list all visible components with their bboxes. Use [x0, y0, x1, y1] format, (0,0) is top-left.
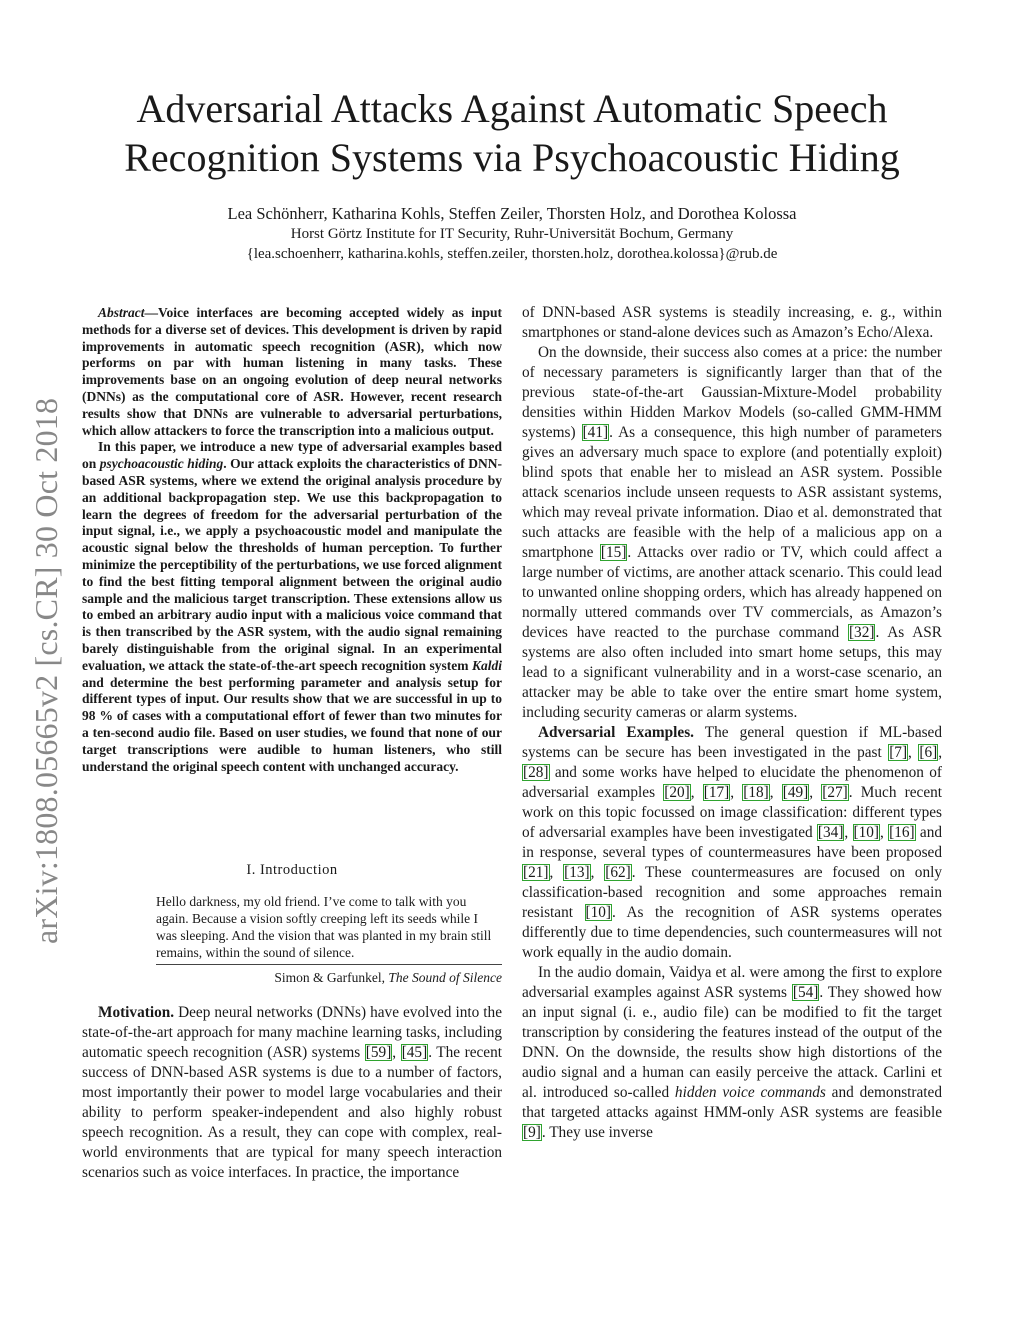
body-text: . Attacks over radio or TV, which could affect a large number of victims, are another attack scenario. This could lead to unwanted online shopping orders, which has already happened on normally uttered commands over TV commercials, as Amazon’s devices have reacted to the purchase command: [522, 544, 942, 641]
body-term: hidden voice commands: [674, 1084, 826, 1101]
citation-link[interactable]: [32]: [848, 624, 875, 641]
abstract-text: In this paper, we introduce a new type of adversarial examples based on: [82, 439, 502, 472]
body-text: and demonstrated that targeted attacks against HMM-only ASR systems are feasible: [522, 1084, 942, 1121]
citation-link[interactable]: [34]: [817, 824, 844, 841]
author-list: Lea Schönherr, Katharina Kohls, Steffen Zeiler, Thorsten Holz, and Dorothea Kolossa: [227, 204, 797, 223]
citation-link[interactable]: [21]: [523, 864, 549, 881]
citation-link[interactable]: [54]: [792, 984, 819, 1001]
title-line-2: Recognition Systems via Psychoacoustic Hiding: [124, 135, 900, 180]
author-emails: {lea.schoenherr, katharina.kohls, steffen.zeiler, thorsten.holz, dorothea.kolossa}@rub.de: [246, 246, 778, 262]
abstract-paragraph-2: [82, 439, 502, 775]
body-text: and some works have helped to elucidate the phenomenon of adversarial examples: [522, 764, 942, 801]
citation-link[interactable]: [10]: [585, 904, 611, 921]
citation-link[interactable]: [45]: [401, 1044, 428, 1061]
citation-link[interactable]: [17]: [703, 784, 730, 801]
abstract-text: and determine the best performing parameter and analysis setup for different types of input. Our results show that we are successful in up to 98 % of cases with a computational effort of fewer than two minutes for a ten-second audio file. Based on user studies, we found that none of our target transcriptions were audible to human listeners, who still understand the original speech content with unchanged accuracy.: [82, 674, 502, 774]
citation-link[interactable]: [41]: [582, 424, 609, 441]
epigraph-work: The Sound of Silence: [388, 970, 502, 985]
body-text: ,: [809, 784, 822, 801]
abstract-text: . Our attack exploits the characteristics of DNN-based ASR systems, where we extend the original analysis procedure by an additional backpropagation step. We use this backpropagation to learn the degrees of freedom for the adversarial perturbation of the input signal, i.e., we apply a psychoacoustic model and manipulate the acoustic signal below the thresholds of human perception. To further minimize the perceptibility of the perturbations, we use forced alignment to find the best fitting temporal alignment between the original audio sample and the malicious target transcription. These extensions allow us to embed an arbitrary audio input with a malicious voice command that is then transcribed by the ASR system, with the audio signal remaining barely distinguishable from the original signal. In an experimental evaluation, we attack the state-of-the-art speech recognition system: [82, 456, 502, 673]
body-text: ,: [730, 784, 743, 801]
abstract-text: —Voice interfaces are becoming accepted widely as input methods for a diverse set of devices. This development is driven by rapid improvements in automatic speech recognition (ASR), which now performs on par with human listening in many tasks. These improvements base on an ongoing evolution of deep neural networks (DNNs) as the computational core of ASR. However, recent research results show that DNNs are vulnerable to adversarial perturbations, which allow attackers to force the transcription into a malicious output.: [82, 305, 502, 438]
body-text: ,: [938, 744, 943, 761]
citation-link[interactable]: [9]: [523, 1124, 541, 1141]
body-text: ,: [549, 864, 564, 881]
affiliation: Horst Görtz Institute for IT Security, Ruhr-Universität Bochum, Germany: [290, 226, 734, 242]
body-text: . These countermeasures are focused on only classification-based recognition and some approaches remain resistant: [522, 864, 942, 921]
body-text: ,: [908, 744, 919, 761]
epigraph-quote: Hello darkness, my old friend. I’ve come to talk with you again. Because a vision softly creeping left its seeds while I was sleeping. And the vision that was planted in my brain still remains, within the sound of silence.: [156, 894, 492, 960]
body-text: and in response, several types of countermeasures have been proposed: [522, 824, 943, 861]
body-paragraph: [522, 723, 942, 963]
body-text: . They use inverse: [541, 1124, 653, 1141]
citation-link[interactable]: [10]: [853, 824, 880, 841]
citation-link[interactable]: [13]: [564, 864, 590, 881]
citation-link[interactable]: [27]: [822, 784, 848, 801]
abstract-label: Abstract: [98, 305, 145, 320]
body-text: . The recent success of DNN-based ASR systems is due to a number of factors, most importantly their power to model large vocabularies and their ability to perform speaker-independent and also highly robust speech recognition. As a result, they can cope with complex, real-world environments that are typical for many speech interaction scenarios such as voice interfaces. In practice, the importance: [82, 1044, 502, 1181]
body-text: ,: [392, 1044, 401, 1061]
epigraph-attribution: [156, 970, 502, 986]
body-text: . As a consequence, this high number of parameters gives an adversary much space to explore (and potentially exploit) blind spots that enable her to mislead an ASR system. Possible attack scenarios include unseen requests to ASR assistant systems, which may reveal private information. Diao et al. demonstrated that such attacks are feasible with the help of a malicious app on a smartphone: [522, 424, 942, 561]
body-text: . They showed how an input signal (i. e., audio file) can be modified to fit the target transcription by considering the features instead of the output of the DNN. On the downside, the results show high distortions of the audio signal and a human can easily perceive the attack. Carlini et al. introduced so-called: [522, 984, 942, 1101]
paragraph-heading: Motivation.: [98, 1004, 175, 1021]
abstract-paragraph-1: [82, 305, 502, 439]
citation-link[interactable]: [6]: [919, 744, 938, 761]
motivation-paragraph: [82, 1003, 502, 1183]
right-column: [522, 303, 942, 1143]
body-text: . As ASR systems are also often included into smart home setups, this may lead to a significant vulnerability and in a worst-case scenario, an attacker may be able to take over the entire smart home system, including security cameras or alarm systems.: [522, 624, 942, 721]
epigraph-divider: [156, 964, 502, 965]
abstract-term: psychoacoustic hiding: [99, 456, 224, 472]
body-text: The general question if ML-based systems can be secure has been investigated in the past: [522, 724, 942, 761]
body-text: ,: [769, 784, 782, 801]
body-text: ,: [844, 824, 853, 841]
citation-link[interactable]: [18]: [743, 784, 769, 801]
paper-title: [60, 84, 964, 182]
epigraph-author: Simon & Garfunkel,: [274, 970, 389, 985]
body-paragraph: [82, 1003, 502, 1183]
citation-link[interactable]: [49]: [782, 784, 809, 801]
body-paragraph: [522, 343, 942, 723]
body-paragraph: [522, 963, 942, 1143]
paragraph-heading: Adversarial Examples.: [538, 724, 694, 741]
body-text: Deep neural networks (DNNs) have evolved into the state-of-the-art approach for many machine learning tasks, including automatic speech recognition (ASR) systems: [82, 1004, 502, 1061]
citation-link[interactable]: [62]: [605, 864, 631, 881]
title-line-1: Adversarial Attacks Against Automatic Speech: [136, 86, 888, 131]
body-text: On the downside, their success also comes at a price: the number of necessary parameters is significantly larger than that of the previous state-of-the-art Gaussian-Mixture-Model probability densities within Hidden Markov Models (so-called GMM-HMM systems): [522, 344, 942, 441]
citation-link[interactable]: [20]: [664, 784, 690, 801]
citation-link[interactable]: [28]: [523, 764, 549, 781]
body-paragraph: of DNN-based ASR systems is steadily increasing, e. g., within smartphones or stand-alone devices such as Amazon’s Echo/Alexa.: [522, 304, 942, 341]
abstract: [82, 305, 502, 775]
body-text: ,: [590, 864, 605, 881]
body-text: ,: [880, 824, 889, 841]
citation-link[interactable]: [7]: [889, 744, 908, 761]
body-text: . As the recognition of ASR systems operates differently due to time dependencies, such countermeasures will not work equally in the audio domain.: [522, 904, 942, 961]
citation-link[interactable]: [16]: [889, 824, 915, 841]
body-text: ,: [690, 784, 703, 801]
body-text: In the audio domain, Vaidya et al. were among the first to explore adversarial examples against ASR systems: [522, 964, 942, 1001]
abstract-term: Kaldi: [471, 657, 502, 673]
body-text: . Much recent work on this topic focussed on image classification: different types of adversarial examples have been investigated: [522, 784, 943, 841]
arxiv-identifier: arXiv:1808.05665v2 [cs.CR] 30 Oct 2018: [28, 397, 64, 944]
citation-link[interactable]: [15]: [600, 544, 627, 561]
section-heading: I. Introduction: [246, 862, 338, 878]
citation-link[interactable]: [59]: [365, 1044, 392, 1061]
